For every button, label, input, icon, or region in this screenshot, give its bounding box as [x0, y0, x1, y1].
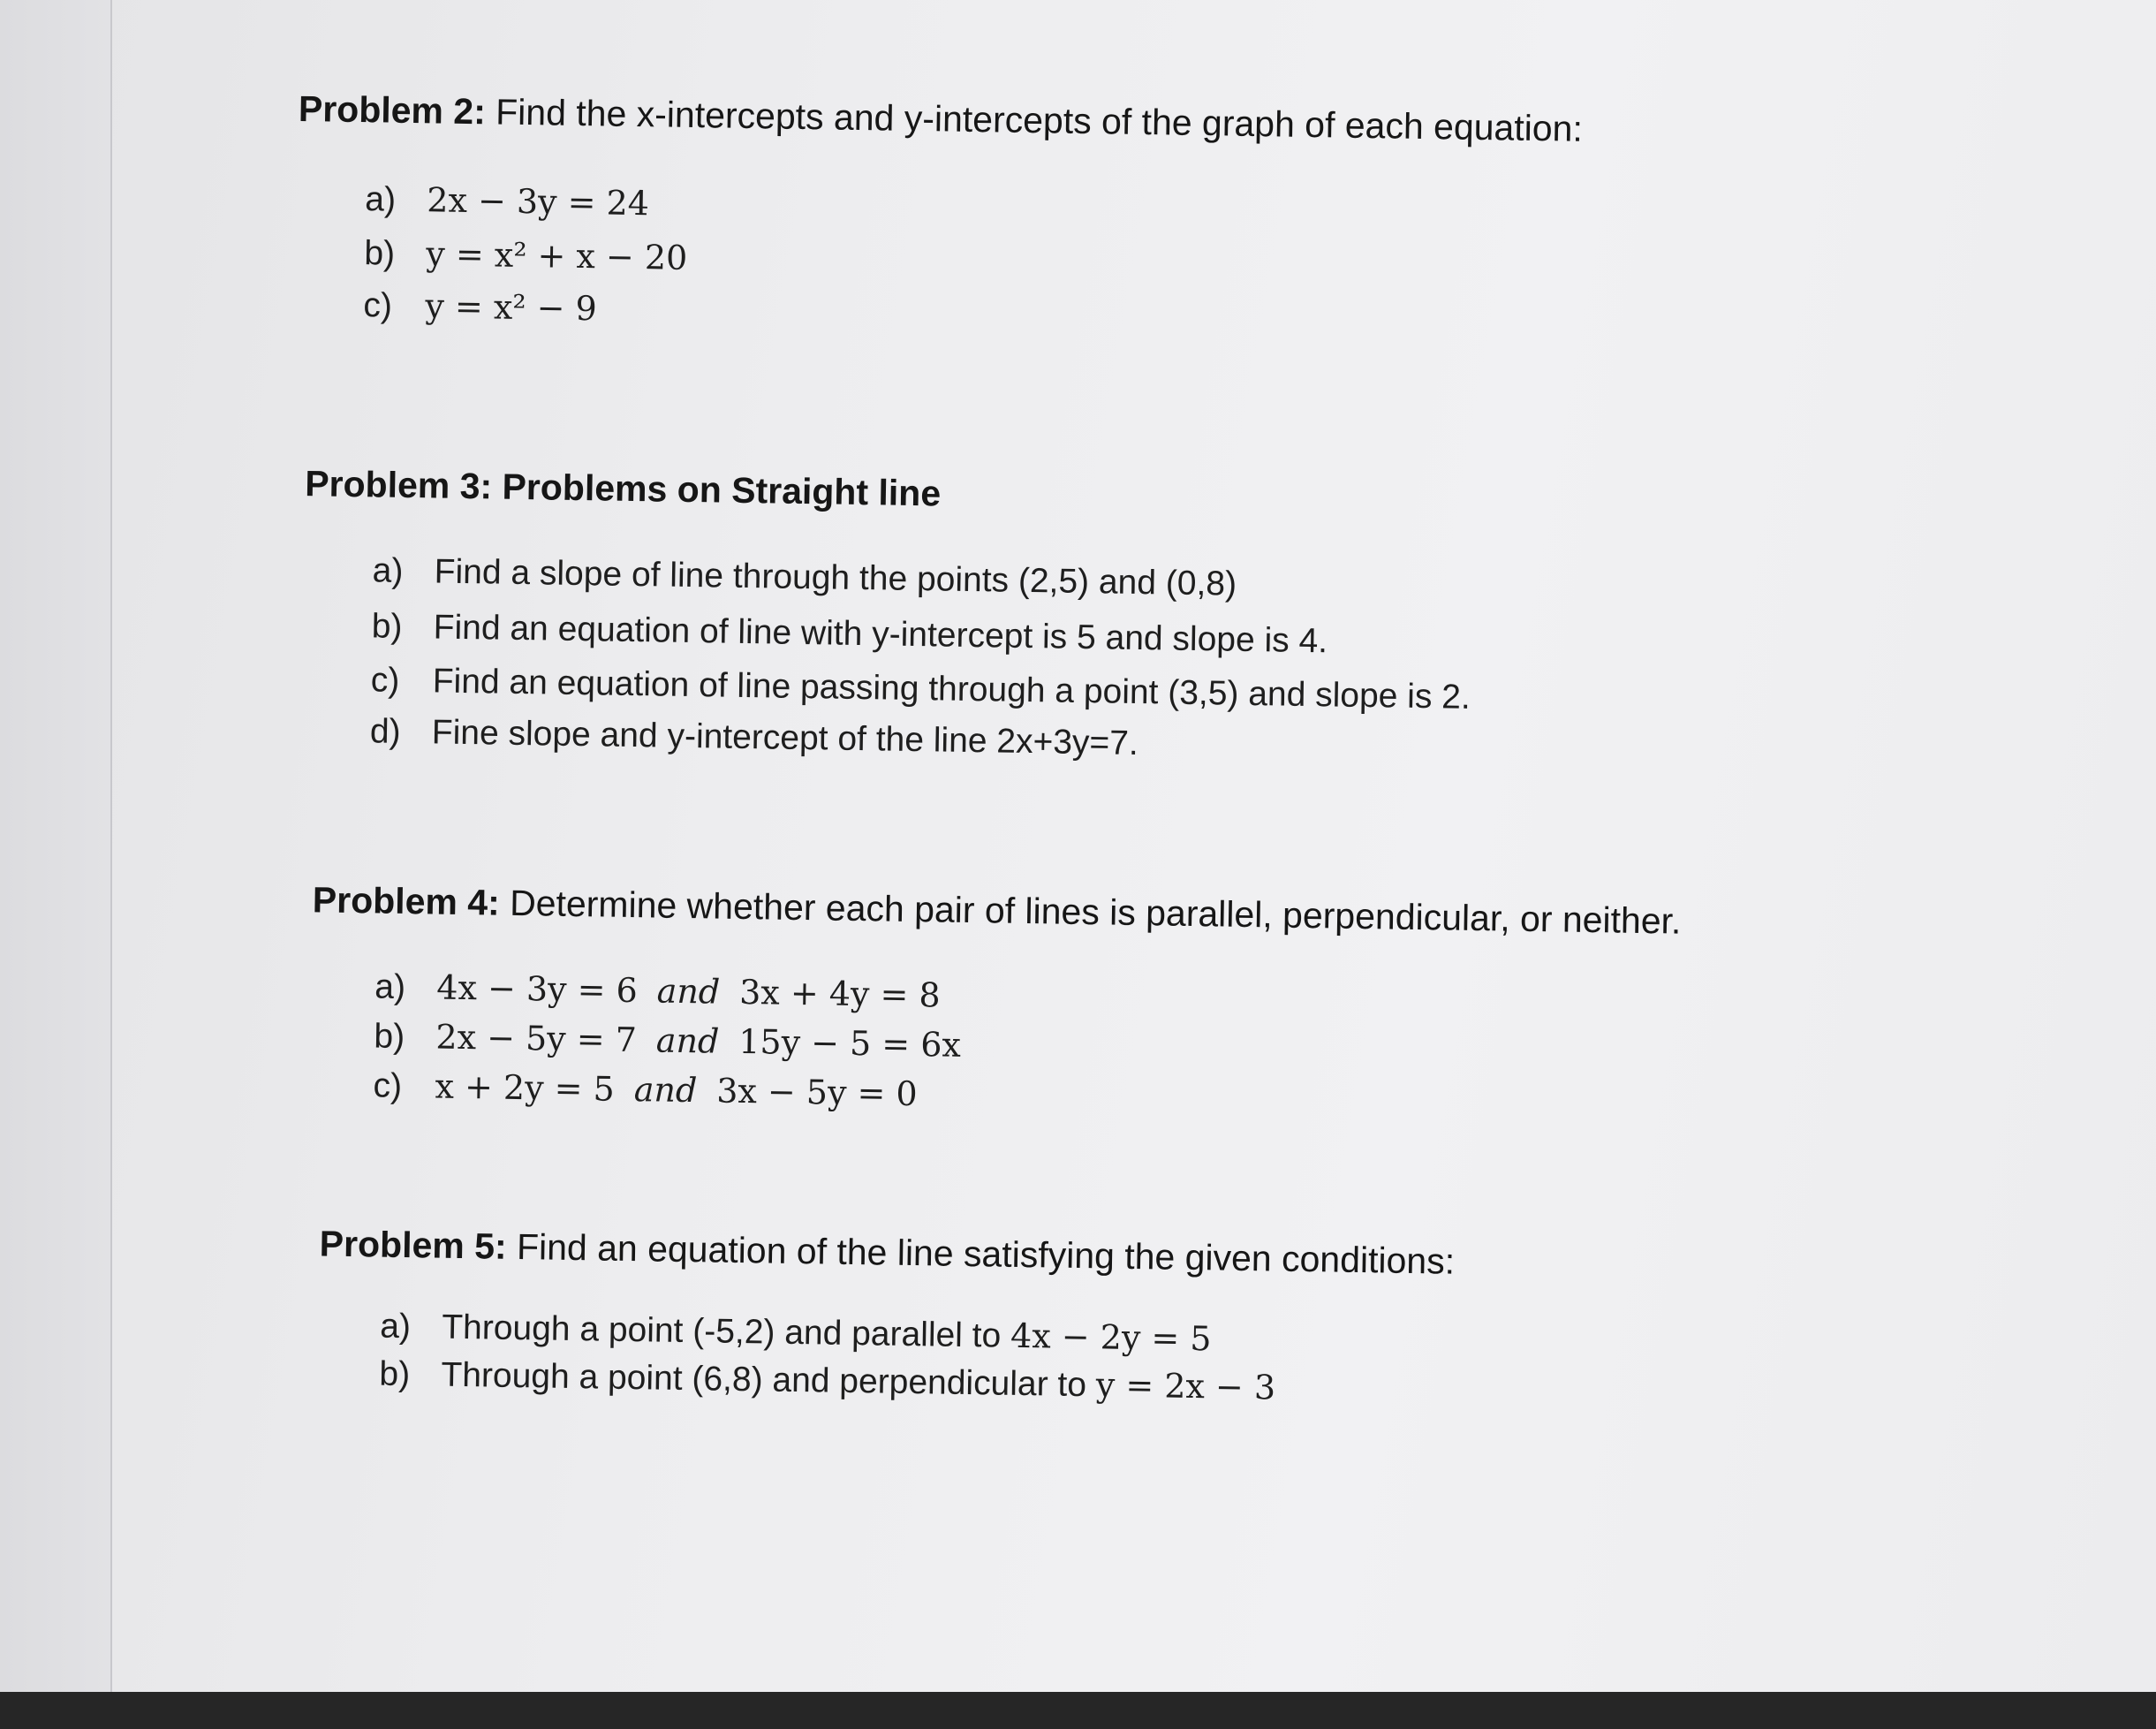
- equation-right: 3x − 5y = 0: [715, 1071, 919, 1114]
- problem-4-item-c: [373, 1065, 918, 1114]
- item-letter: b): [374, 1017, 405, 1056]
- problem-4-item-b: [374, 1016, 961, 1065]
- problem-5-item-b: [379, 1354, 1275, 1408]
- item-text: Find an equation of line passing through a point (3,5) and slope is 2.: [432, 662, 1471, 717]
- problem-2-item-a: [365, 179, 649, 224]
- equation: y = x² + x − 20: [426, 234, 688, 277]
- item-letter: c): [370, 661, 400, 700]
- equation: 2x − 3y = 24: [427, 180, 650, 224]
- equation: y = 2x − 3: [1095, 1365, 1276, 1407]
- item-letter: b): [379, 1354, 411, 1394]
- equation: 4x − 2y = 5: [1010, 1316, 1212, 1359]
- problem-5-lead: Problem 5:: [319, 1223, 508, 1267]
- equation-left: 4x − 3y = 6: [436, 967, 639, 1011]
- problem-3-item-a: [372, 551, 1237, 603]
- equation-right: 15y − 5 = 6x: [738, 1021, 962, 1065]
- item-text: Through a point (-5,2) and parallel to: [441, 1308, 1002, 1355]
- equation-left: x + 2y = 5: [435, 1066, 616, 1109]
- item-text: Through a point (6,8) and perpendicular to: [441, 1355, 1087, 1405]
- problem-3-item-d: [370, 712, 1139, 763]
- item-letter: a): [372, 551, 404, 590]
- equation: y = x² − 9: [425, 286, 598, 329]
- item-letter: c): [373, 1066, 403, 1105]
- problem-4-item-a: [374, 967, 941, 1015]
- conjunction: and: [656, 971, 721, 1012]
- conjunction: and: [633, 1070, 698, 1111]
- problem-2-item-b: [364, 233, 688, 278]
- problem-2-heading: [299, 88, 1584, 150]
- item-text: Fine slope and y-intercept of the line 2x+3y=7.: [431, 713, 1139, 762]
- equation-left: 2x − 5y = 7: [435, 1017, 638, 1060]
- item-letter: a): [365, 180, 397, 219]
- problem-3-item-b: [371, 607, 1328, 661]
- item-text: Find an equation of line with y-intercept is 5 and slope is 4.: [433, 608, 1328, 661]
- problem-3-lead: Problem 3: Problems on Straight line: [304, 463, 942, 514]
- problem-2-text: Find the x-intercepts and y-intercepts of the graph of each equation:: [495, 91, 1584, 149]
- problem-3-item-c: [370, 661, 1471, 717]
- item-letter: a): [379, 1307, 412, 1346]
- problem-2-item-c: [363, 285, 597, 329]
- item-letter: a): [374, 967, 406, 1006]
- problem-4-heading: [313, 879, 1682, 942]
- item-letter: c): [363, 286, 393, 325]
- problem-5-text: Find an equation of the line satisfying the given conditions:: [516, 1226, 1456, 1282]
- problem-5-item-a: [380, 1307, 1212, 1360]
- monitor-bezel: [0, 1692, 2156, 1729]
- problem-4-lead: Problem 4:: [312, 879, 501, 923]
- problem-2-lead: Problem 2:: [298, 87, 487, 133]
- problem-3-heading: [305, 463, 942, 514]
- problem-5-heading: [319, 1224, 1455, 1283]
- item-letter: d): [369, 712, 401, 751]
- equation-right: 3x + 4y = 8: [738, 972, 941, 1015]
- item-text: Find a slope of line through the points (2,5) and (0,8): [434, 552, 1237, 603]
- conjunction: and: [655, 1020, 720, 1061]
- item-letter: b): [371, 607, 403, 646]
- problem-4-text: Determine whether each pair of lines is parallel, perpendicular, or neither.: [509, 882, 1682, 942]
- item-letter: b): [364, 234, 396, 273]
